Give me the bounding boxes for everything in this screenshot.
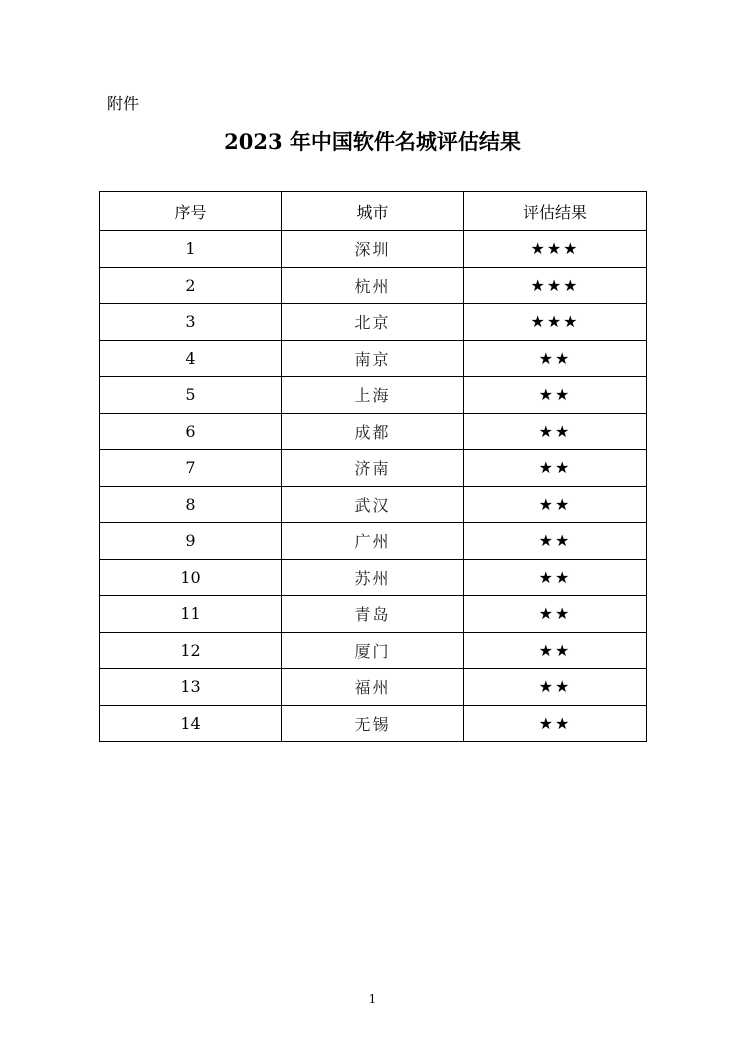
cell-serial-number: 11 — [100, 596, 282, 633]
cell-evaluation-stars: ★★ — [464, 486, 647, 523]
cell-evaluation-stars: ★★ — [464, 340, 647, 377]
table-row — [100, 450, 647, 487]
cell-serial-number: 7 — [100, 450, 282, 487]
cell-city: 成都 — [282, 413, 464, 450]
cell-serial-number: 14 — [100, 705, 282, 742]
table-row — [100, 413, 647, 450]
cell-evaluation-stars: ★★★ — [464, 304, 647, 341]
table-row — [100, 231, 647, 268]
cell-evaluation-stars: ★★★ — [464, 231, 647, 268]
cell-serial-number: 4 — [100, 340, 282, 377]
table-row — [100, 267, 647, 304]
cell-evaluation-stars: ★★ — [464, 559, 647, 596]
evaluation-results-table — [99, 191, 647, 742]
header-serial-number: 序号 — [100, 192, 282, 231]
cell-evaluation-stars: ★★ — [464, 596, 647, 633]
cell-city: 上海 — [282, 377, 464, 414]
table-row — [100, 304, 647, 341]
table-row — [100, 596, 647, 633]
cell-serial-number: 8 — [100, 486, 282, 523]
document-title: 2023 年中国软件名城评估结果 — [224, 129, 521, 154]
cell-evaluation-stars: ★★ — [464, 705, 647, 742]
cell-serial-number: 10 — [100, 559, 282, 596]
cell-serial-number: 2 — [100, 267, 282, 304]
page-number: 1 — [368, 992, 377, 1006]
cell-city: 福州 — [282, 669, 464, 706]
cell-evaluation-stars: ★★ — [464, 669, 647, 706]
cell-serial-number: 12 — [100, 632, 282, 669]
table-body — [100, 231, 647, 742]
cell-evaluation-stars: ★★★ — [464, 267, 647, 304]
header-city: 城市 — [282, 192, 464, 231]
table-row — [100, 377, 647, 414]
cell-city: 广州 — [282, 523, 464, 560]
cell-city: 济南 — [282, 450, 464, 487]
cell-evaluation-stars: ★★ — [464, 632, 647, 669]
cell-city: 北京 — [282, 304, 464, 341]
cell-serial-number: 6 — [100, 413, 282, 450]
cell-serial-number: 13 — [100, 669, 282, 706]
header-evaluation-result: 评估结果 — [464, 192, 647, 231]
table-row — [100, 523, 647, 560]
cell-city: 无锡 — [282, 705, 464, 742]
cell-serial-number: 9 — [100, 523, 282, 560]
table-row — [100, 632, 647, 669]
cell-evaluation-stars: ★★ — [464, 413, 647, 450]
cell-city: 苏州 — [282, 559, 464, 596]
cell-serial-number: 3 — [100, 304, 282, 341]
cell-city: 青岛 — [282, 596, 464, 633]
table-row — [100, 486, 647, 523]
cell-evaluation-stars: ★★ — [464, 523, 647, 560]
table-header-row — [100, 192, 647, 231]
cell-city: 厦门 — [282, 632, 464, 669]
table-row — [100, 669, 647, 706]
attachment-label: 附件 — [107, 94, 140, 113]
table-row — [100, 559, 647, 596]
table-row — [100, 705, 647, 742]
cell-evaluation-stars: ★★ — [464, 450, 647, 487]
cell-evaluation-stars: ★★ — [464, 377, 647, 414]
cell-city: 南京 — [282, 340, 464, 377]
cell-city: 杭州 — [282, 267, 464, 304]
cell-serial-number: 5 — [100, 377, 282, 414]
cell-serial-number: 1 — [100, 231, 282, 268]
cell-city: 深圳 — [282, 231, 464, 268]
table-row — [100, 340, 647, 377]
cell-city: 武汉 — [282, 486, 464, 523]
